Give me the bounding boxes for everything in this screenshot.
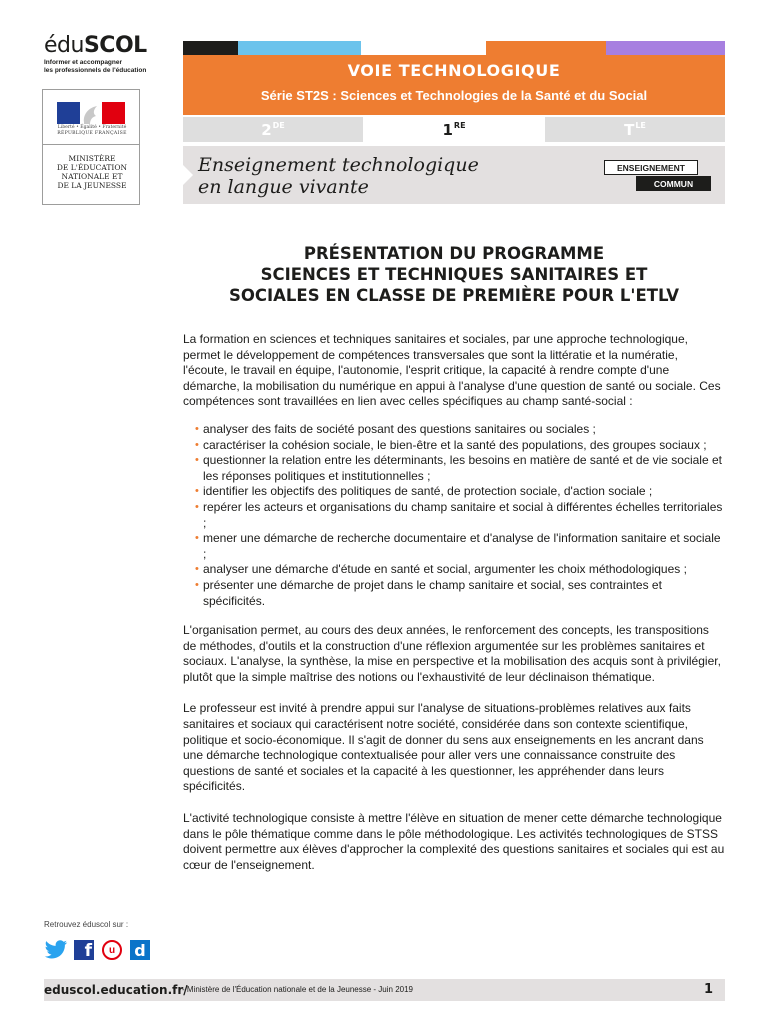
facebook-icon[interactable]: f xyxy=(72,938,96,962)
list-item: • mener une démarche de recherche documentaire et d'analyse de l'information sanitaire et sociale ; xyxy=(195,531,721,561)
pearltrees-icon[interactable]: u xyxy=(100,938,124,962)
social-links xyxy=(44,938,152,962)
bullet-icon: • xyxy=(195,438,199,451)
follow-label: Retrouvez éduscol sur : xyxy=(44,920,129,929)
footer-url-link[interactable]: eduscol.education.fr/ xyxy=(44,983,188,997)
marianne-flag-icon xyxy=(57,102,125,124)
voie-banner xyxy=(183,55,725,115)
level-tabs xyxy=(183,115,725,144)
list-item: • repérer les acteurs et organisations du champ sanitaire et social à différentes échelles territoriales ; xyxy=(195,499,723,530)
bullet-icon: • xyxy=(195,422,199,435)
dailymotion-icon[interactable]: d xyxy=(128,938,152,962)
bullet-icon: • xyxy=(195,485,199,498)
republic-label: RÉPUBLIQUE FRANÇAISE xyxy=(57,131,127,136)
ministry-divider xyxy=(43,144,139,145)
list-item: • analyser des faits de société posant des questions sanitaires ou sociales ; xyxy=(195,421,596,436)
list-item: • identifier les objectifs des politiques de santé, de protection sociale, d'action sociale ; xyxy=(195,484,653,499)
list-item: • présenter une démarche de projet dans le champ sanitaire et social, ses contraintes et spécificités. xyxy=(195,577,662,608)
bullet-icon: • xyxy=(195,563,199,576)
bullet-icon: • xyxy=(195,578,199,591)
tab-terminale[interactable]: T $^{LE}$ xyxy=(545,117,725,142)
paragraph-organisation: L'organisation permet, au cours des deux années, le renforcement des concepts, les transpositions de méthodes, d'outils et la construction d'une réflexion argumentée sur les problèmes sanitaires et sociaux. L'analyse, la synthèse, la mise en perspective et la mobilisation des acquis sont à privilégier, plutôt que la simple maîtrise des notions ou l'exhaustivité de leur déclinaison thématique. xyxy=(183,623,721,684)
page-number: 1 xyxy=(703,982,713,997)
intro-paragraph: La formation en sciences et techniques sanitaires et sociales, par une approche technologique, permet le développement de compétences transversales que sont la littératie et la numératie, l'écoute, le travail en équipe, l'autonomie, l'esprit critique, la capacité à rendre compte d'une démarche, la mobilisation du numérique en appui à l'analyse d'une question de santé ou sociale. Ces compétences sont travaillées en lien avec celles spécifiques au champ santé-social : xyxy=(183,332,721,409)
badge-commun: COMMUN xyxy=(636,176,711,191)
footer-text: - Ministère de l'Éducation nationale et de la Jeunesse - Juin 2019 xyxy=(182,985,414,994)
list-item: • analyser une démarche d'étude en santé et social, argumenter les choix méthodologiques ; xyxy=(195,562,687,577)
bullet-icon: • xyxy=(195,500,199,513)
eduscol-logo[interactable] xyxy=(44,34,164,74)
voie-title: VOIE TECHNOLOGIQUE xyxy=(347,61,561,80)
serie-subtitle: Série ST2S : Sciences et Technologies de la Santé et du Social xyxy=(260,88,648,103)
ministry-name: MINISTÈRE DE L'ÉDUCATION NATIONALE ET DE LA JEUNESSE xyxy=(56,154,128,190)
paragraph-activite: L'activité technologique consiste à mettre l'élève en situation de mener cette démarche technologique dans le pôle thématique comme dans le pôle méthodologique. Les activités technologiques de STSS doivent permettre aux élèves d'approcher la complexité des questions sanitaires et sociales qui est au cœur de l'enseignement. xyxy=(183,811,725,872)
enseignement-banner xyxy=(183,146,725,204)
page-title: PRÉSENTATION DU PROGRAMME SCIENCES ET TECHNIQUES SANITAIRES ET SOCIALES EN CLASSE DE PREMIÈRE POUR L'ETLV xyxy=(228,244,679,305)
republic-motto: Liberté • Égalité • Fraternité xyxy=(57,125,127,130)
ministry-logo xyxy=(42,89,140,205)
tab-premiere[interactable]: 1 $^{RE}$ xyxy=(363,117,545,142)
bullet-icon: • xyxy=(195,454,199,467)
body-content xyxy=(183,332,725,873)
twitter-icon[interactable] xyxy=(44,938,68,962)
enseignement-title: Enseignement technologique en langue vivante xyxy=(198,154,479,198)
competences-list xyxy=(183,422,725,609)
logo-wordmark: éduSCOL xyxy=(44,33,147,58)
banner-arrow-icon xyxy=(183,165,193,185)
tab-seconde[interactable]: 2 $^{DE}$ xyxy=(183,117,363,142)
page-footer xyxy=(44,979,725,1001)
paragraph-professeur: Le professeur est invité à prendre appui sur l'analyse de situations-problèmes relatives aux faits sanitaires et sociaux qui caractérisent notre société, considérée dans son contexte scientifique, politique et socio-économique. Il s'agit de donner du sens aux enseignements en les ancrant dans une démarche technologique contextualisée pour aller vers une connaissance construite des questions de santé et sociales et la capacité à les questionner, les appréhender dans leurs spécificités. xyxy=(183,701,704,794)
bullet-icon: • xyxy=(195,532,199,545)
logo-tagline: Informer et accompagner les professionnels de l'éducation xyxy=(44,59,147,74)
header-color-stripes xyxy=(183,41,725,55)
badge-enseignement: ENSEIGNEMENT xyxy=(604,160,698,175)
list-item: • questionner la relation entre les déterminants, les besoins en matière de santé et de vie sociale et les réponses politiques et institutionnelles ; xyxy=(195,453,722,483)
list-item: • caractériser la cohésion sociale, le bien-être et la santé des populations, des groupes sociaux ; xyxy=(195,437,707,452)
